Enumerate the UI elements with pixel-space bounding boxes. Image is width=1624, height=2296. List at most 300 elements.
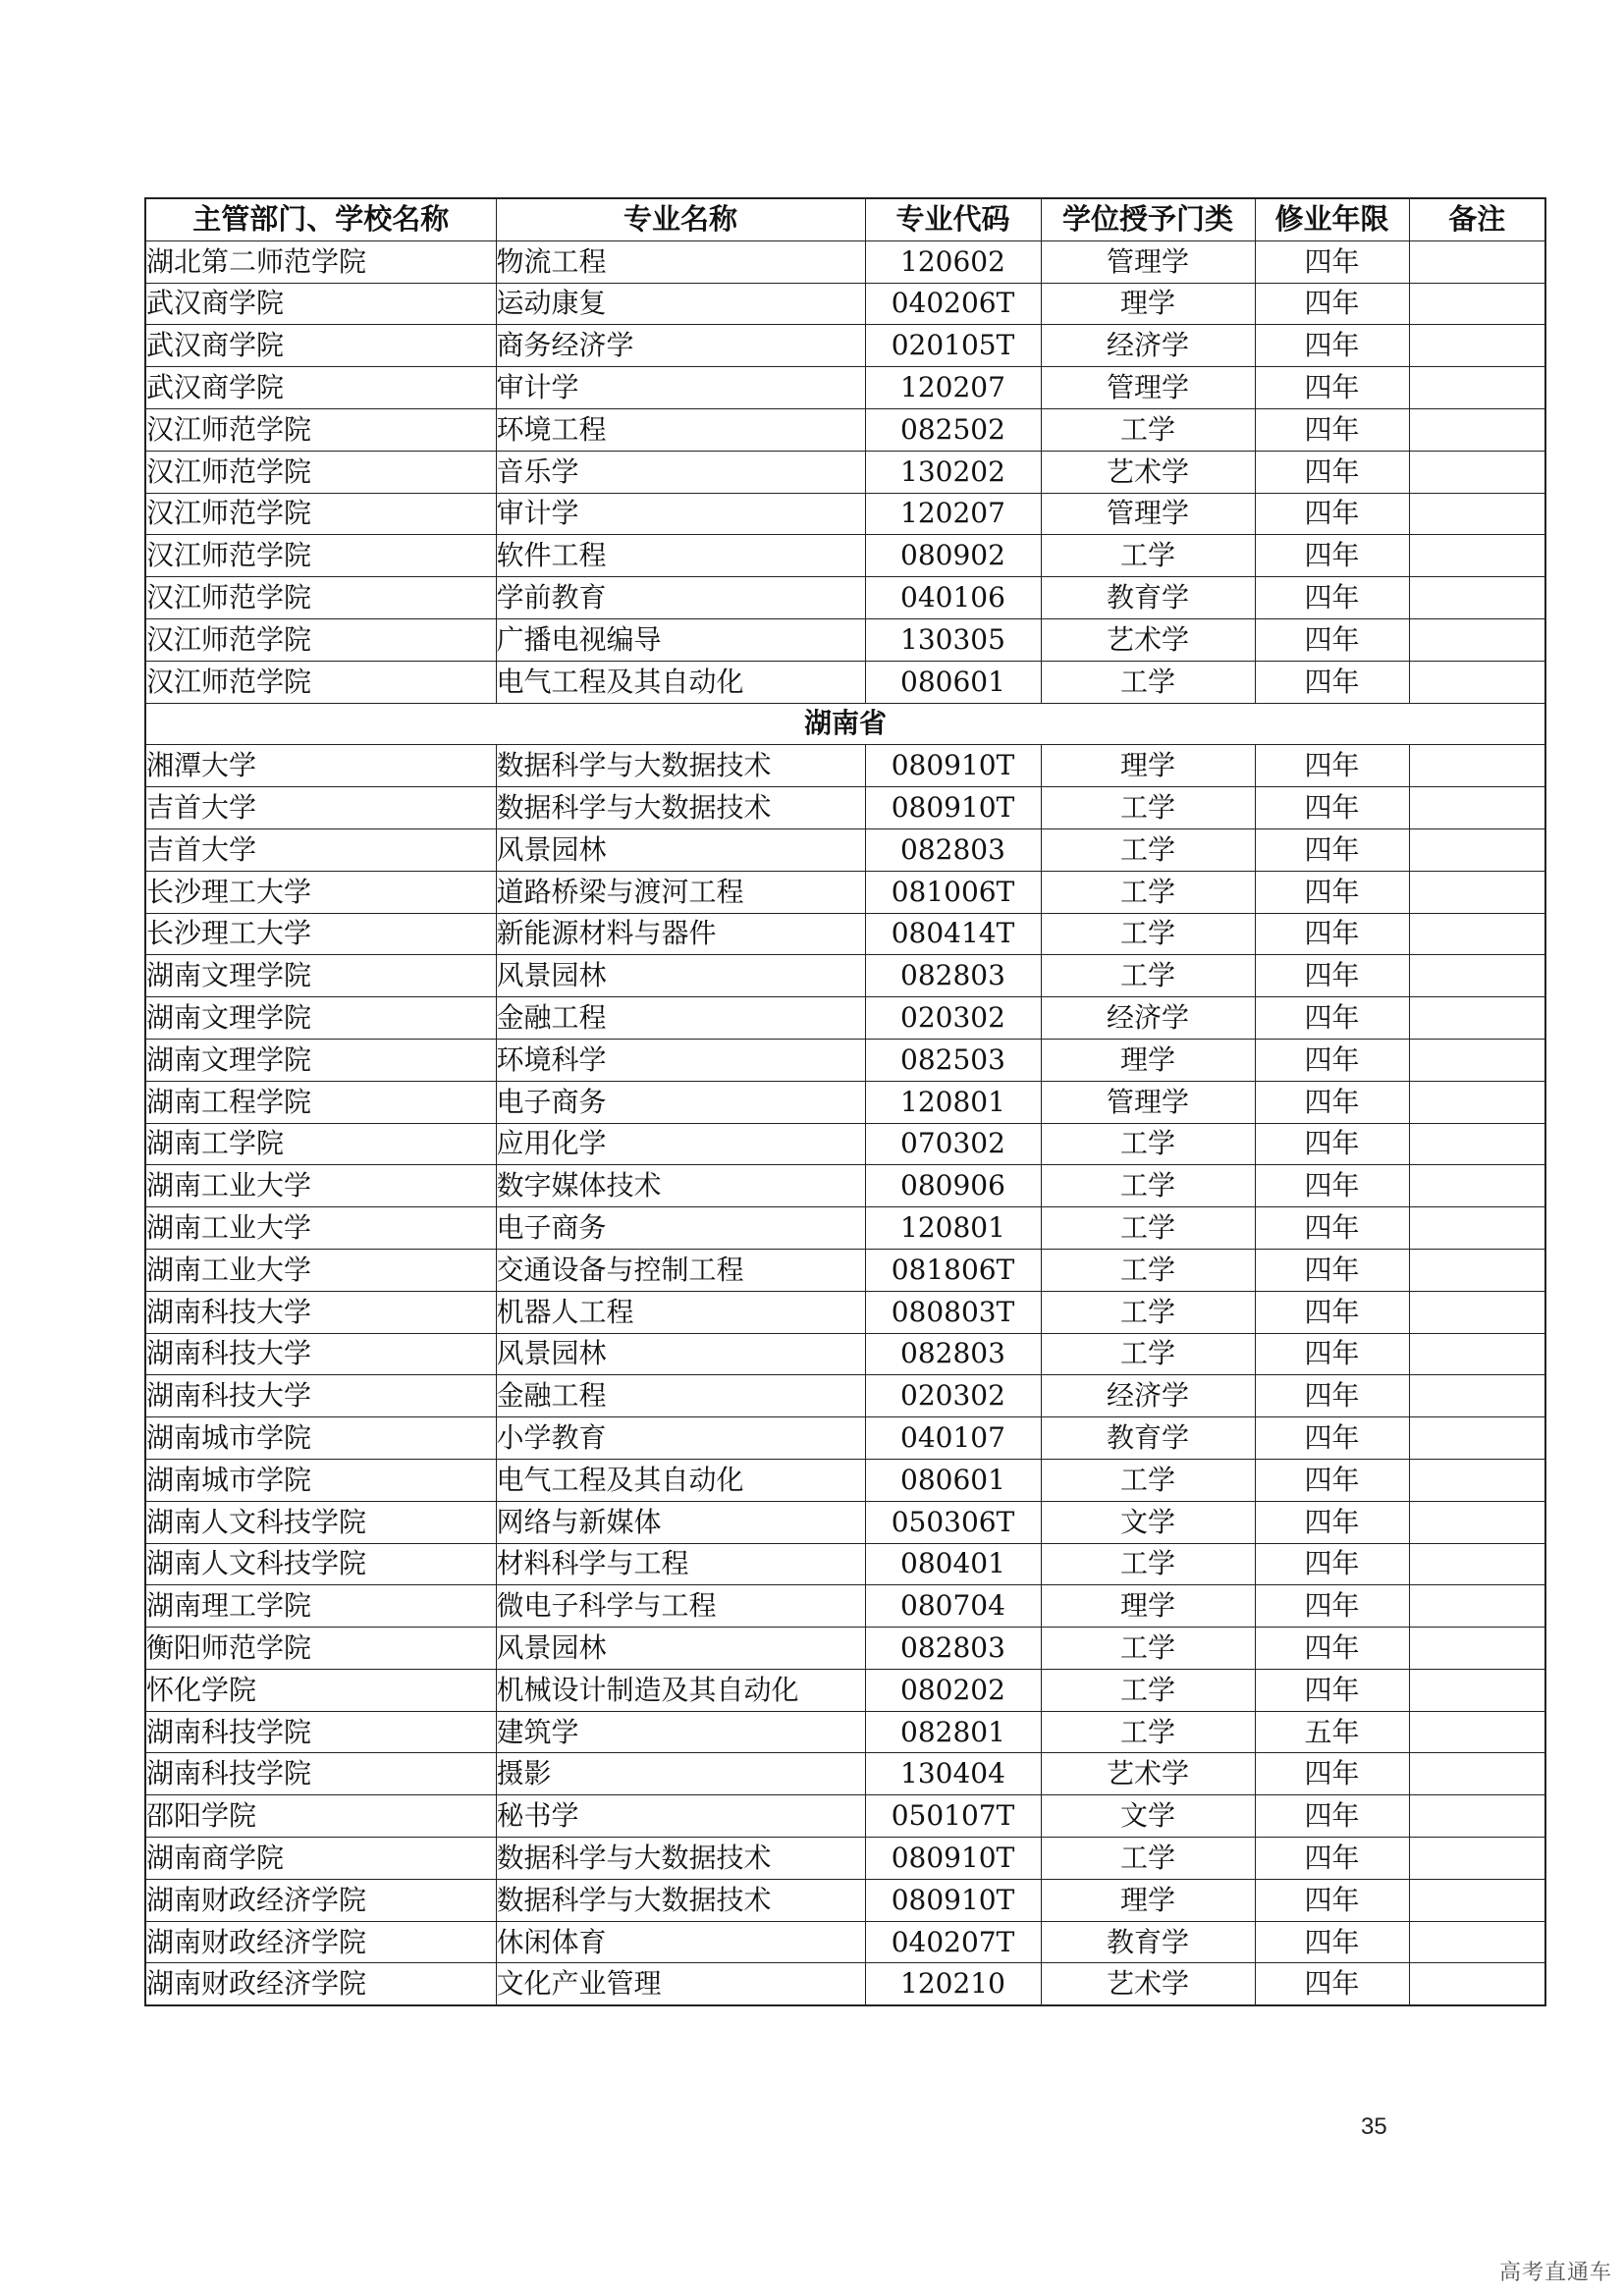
cell-note xyxy=(1409,1165,1545,1207)
cell-major: 环境工程 xyxy=(496,408,865,451)
watermark: 高考直通车 xyxy=(1498,2261,1612,2285)
cell-years: 四年 xyxy=(1255,787,1409,829)
cell-school: 汉江师范学院 xyxy=(145,535,496,577)
header-note: 备注 xyxy=(1409,198,1545,240)
cell-note xyxy=(1409,1879,1545,1921)
cell-major: 运动康复 xyxy=(496,283,865,325)
hubei-rows xyxy=(145,240,1545,703)
cell-years: 四年 xyxy=(1255,1543,1409,1585)
cell-years: 四年 xyxy=(1255,1669,1409,1711)
cell-years: 四年 xyxy=(1255,1249,1409,1291)
cell-note xyxy=(1409,1123,1545,1165)
table-row xyxy=(145,1795,1545,1838)
table-row xyxy=(145,828,1545,871)
cell-note xyxy=(1409,1039,1545,1081)
cell-code: 082803 xyxy=(865,828,1041,871)
cell-note xyxy=(1409,408,1545,451)
cell-school: 湖南科技大学 xyxy=(145,1375,496,1417)
cell-code: 080704 xyxy=(865,1585,1041,1628)
table-row xyxy=(145,1879,1545,1921)
cell-degree: 工学 xyxy=(1041,787,1255,829)
table-row xyxy=(145,451,1545,493)
table-row xyxy=(145,325,1545,367)
cell-degree: 工学 xyxy=(1041,1123,1255,1165)
cell-note xyxy=(1409,1417,1545,1460)
cell-note xyxy=(1409,1375,1545,1417)
cell-major: 电子商务 xyxy=(496,1207,865,1250)
cell-note xyxy=(1409,661,1545,703)
cell-note xyxy=(1409,1459,1545,1501)
cell-school: 湖南财政经济学院 xyxy=(145,1879,496,1921)
cell-years: 四年 xyxy=(1255,1838,1409,1880)
cell-code: 070302 xyxy=(865,1123,1041,1165)
cell-major: 微电子科学与工程 xyxy=(496,1585,865,1628)
cell-years: 四年 xyxy=(1255,1375,1409,1417)
cell-note xyxy=(1409,1333,1545,1375)
cell-note xyxy=(1409,1543,1545,1585)
cell-major: 数据科学与大数据技术 xyxy=(496,1838,865,1880)
cell-school: 湖南城市学院 xyxy=(145,1417,496,1460)
cell-school: 湖南科技大学 xyxy=(145,1333,496,1375)
cell-major: 网络与新媒体 xyxy=(496,1501,865,1543)
cell-code: 040107 xyxy=(865,1417,1041,1460)
cell-years: 四年 xyxy=(1255,283,1409,325)
cell-major: 商务经济学 xyxy=(496,325,865,367)
cell-code: 120207 xyxy=(865,493,1041,535)
cell-degree: 工学 xyxy=(1041,1291,1255,1333)
cell-years: 四年 xyxy=(1255,997,1409,1040)
cell-school: 吉首大学 xyxy=(145,787,496,829)
cell-school: 邵阳学院 xyxy=(145,1795,496,1838)
cell-degree: 工学 xyxy=(1041,1459,1255,1501)
cell-major: 电气工程及其自动化 xyxy=(496,1459,865,1501)
cell-code: 080902 xyxy=(865,535,1041,577)
cell-school: 湖南科技大学 xyxy=(145,1291,496,1333)
cell-school: 湖南工程学院 xyxy=(145,1081,496,1123)
header-row xyxy=(145,198,1545,240)
cell-years: 四年 xyxy=(1255,871,1409,913)
cell-degree: 管理学 xyxy=(1041,367,1255,409)
cell-note xyxy=(1409,1585,1545,1628)
cell-degree: 管理学 xyxy=(1041,1081,1255,1123)
cell-code: 040207T xyxy=(865,1921,1041,1963)
cell-code: 020302 xyxy=(865,997,1041,1040)
cell-years: 四年 xyxy=(1255,367,1409,409)
cell-major: 电子商务 xyxy=(496,1081,865,1123)
table-row xyxy=(145,997,1545,1040)
cell-years: 四年 xyxy=(1255,240,1409,283)
cell-school: 汉江师范学院 xyxy=(145,451,496,493)
cell-note xyxy=(1409,367,1545,409)
cell-note xyxy=(1409,451,1545,493)
province-row xyxy=(145,703,1545,745)
table-row xyxy=(145,787,1545,829)
cell-note xyxy=(1409,1628,1545,1670)
cell-code: 020105T xyxy=(865,325,1041,367)
cell-code: 082803 xyxy=(865,1628,1041,1670)
cell-note xyxy=(1409,828,1545,871)
cell-note xyxy=(1409,577,1545,619)
cell-code: 040106 xyxy=(865,577,1041,619)
cell-major: 审计学 xyxy=(496,367,865,409)
cell-code: 130404 xyxy=(865,1753,1041,1795)
cell-years: 四年 xyxy=(1255,325,1409,367)
cell-degree: 艺术学 xyxy=(1041,1753,1255,1795)
table-row xyxy=(145,661,1545,703)
cell-code: 082803 xyxy=(865,955,1041,997)
cell-years: 四年 xyxy=(1255,1879,1409,1921)
cell-degree: 教育学 xyxy=(1041,577,1255,619)
table-row xyxy=(145,1207,1545,1250)
cell-major: 秘书学 xyxy=(496,1795,865,1838)
cell-degree: 教育学 xyxy=(1041,1921,1255,1963)
cell-note xyxy=(1409,787,1545,829)
header-years: 修业年限 xyxy=(1255,198,1409,240)
cell-major: 建筑学 xyxy=(496,1711,865,1753)
table-row xyxy=(145,1753,1545,1795)
table-row xyxy=(145,871,1545,913)
cell-years: 四年 xyxy=(1255,1123,1409,1165)
cell-degree: 工学 xyxy=(1041,1333,1255,1375)
cell-code: 082803 xyxy=(865,1333,1041,1375)
cell-school: 湖南财政经济学院 xyxy=(145,1963,496,2005)
table-row xyxy=(145,408,1545,451)
cell-school: 武汉商学院 xyxy=(145,367,496,409)
cell-years: 四年 xyxy=(1255,1501,1409,1543)
cell-major: 应用化学 xyxy=(496,1123,865,1165)
cell-note xyxy=(1409,871,1545,913)
cell-major: 数据科学与大数据技术 xyxy=(496,745,865,787)
cell-degree: 工学 xyxy=(1041,913,1255,955)
cell-code: 050107T xyxy=(865,1795,1041,1838)
cell-school: 湘潭大学 xyxy=(145,745,496,787)
cell-years: 四年 xyxy=(1255,493,1409,535)
cell-code: 080414T xyxy=(865,913,1041,955)
cell-major: 摄影 xyxy=(496,1753,865,1795)
cell-major: 学前教育 xyxy=(496,577,865,619)
table-row xyxy=(145,283,1545,325)
cell-major: 小学教育 xyxy=(496,1417,865,1460)
cell-code: 120801 xyxy=(865,1081,1041,1123)
cell-school: 湖南文理学院 xyxy=(145,955,496,997)
cell-degree: 工学 xyxy=(1041,1711,1255,1753)
cell-degree: 理学 xyxy=(1041,1879,1255,1921)
cell-years: 四年 xyxy=(1255,1291,1409,1333)
table-row xyxy=(145,1669,1545,1711)
cell-major: 机械设计制造及其自动化 xyxy=(496,1669,865,1711)
table-row xyxy=(145,618,1545,661)
cell-note xyxy=(1409,1963,1545,2005)
table-row xyxy=(145,1838,1545,1880)
cell-note xyxy=(1409,1795,1545,1838)
cell-school: 湖南科技学院 xyxy=(145,1753,496,1795)
header-school: 主管部门、学校名称 xyxy=(145,198,496,240)
cell-note xyxy=(1409,997,1545,1040)
cell-years: 四年 xyxy=(1255,1753,1409,1795)
cell-years: 五年 xyxy=(1255,1711,1409,1753)
cell-note xyxy=(1409,1291,1545,1333)
cell-degree: 工学 xyxy=(1041,408,1255,451)
cell-years: 四年 xyxy=(1255,1585,1409,1628)
cell-years: 四年 xyxy=(1255,1963,1409,2005)
cell-code: 082801 xyxy=(865,1711,1041,1753)
cell-major: 风景园林 xyxy=(496,828,865,871)
cell-code: 020302 xyxy=(865,1375,1041,1417)
cell-school: 湖南商学院 xyxy=(145,1838,496,1880)
cell-school: 湖南文理学院 xyxy=(145,997,496,1040)
cell-note xyxy=(1409,745,1545,787)
header-degree: 学位授予门类 xyxy=(1041,198,1255,240)
table-row xyxy=(145,1459,1545,1501)
table-row xyxy=(145,493,1545,535)
cell-years: 四年 xyxy=(1255,1165,1409,1207)
cell-school: 武汉商学院 xyxy=(145,283,496,325)
cell-years: 四年 xyxy=(1255,1207,1409,1250)
cell-code: 080910T xyxy=(865,745,1041,787)
table-row xyxy=(145,1543,1545,1585)
table-row xyxy=(145,1585,1545,1628)
cell-degree: 艺术学 xyxy=(1041,451,1255,493)
cell-major: 数据科学与大数据技术 xyxy=(496,787,865,829)
table-row xyxy=(145,1963,1545,2005)
cell-note xyxy=(1409,325,1545,367)
cell-school: 湖南工学院 xyxy=(145,1123,496,1165)
cell-school: 湖南工业大学 xyxy=(145,1207,496,1250)
cell-degree: 工学 xyxy=(1041,955,1255,997)
cell-major: 新能源材料与器件 xyxy=(496,913,865,955)
cell-major: 金融工程 xyxy=(496,1375,865,1417)
cell-note xyxy=(1409,618,1545,661)
cell-degree: 文学 xyxy=(1041,1795,1255,1838)
cell-code: 120602 xyxy=(865,240,1041,283)
table-row xyxy=(145,535,1545,577)
cell-code: 080910T xyxy=(865,1879,1041,1921)
cell-major: 材料科学与工程 xyxy=(496,1543,865,1585)
majors-table xyxy=(144,197,1546,2006)
cell-major: 审计学 xyxy=(496,493,865,535)
table-row xyxy=(145,1417,1545,1460)
cell-note xyxy=(1409,240,1545,283)
cell-note xyxy=(1409,1207,1545,1250)
header-major: 专业名称 xyxy=(496,198,865,240)
cell-note xyxy=(1409,913,1545,955)
cell-school: 怀化学院 xyxy=(145,1669,496,1711)
cell-degree: 管理学 xyxy=(1041,240,1255,283)
cell-code: 080803T xyxy=(865,1291,1041,1333)
cell-major: 机器人工程 xyxy=(496,1291,865,1333)
cell-degree: 工学 xyxy=(1041,1669,1255,1711)
cell-degree: 经济学 xyxy=(1041,325,1255,367)
cell-years: 四年 xyxy=(1255,1417,1409,1460)
cell-degree: 理学 xyxy=(1041,1039,1255,1081)
cell-code: 080910T xyxy=(865,1838,1041,1880)
page-number: 35 xyxy=(1361,2113,1387,2140)
cell-years: 四年 xyxy=(1255,535,1409,577)
cell-major: 道路桥梁与渡河工程 xyxy=(496,871,865,913)
table-row xyxy=(145,1165,1545,1207)
cell-school: 汉江师范学院 xyxy=(145,661,496,703)
cell-code: 080906 xyxy=(865,1165,1041,1207)
table-row xyxy=(145,1039,1545,1081)
table-row xyxy=(145,577,1545,619)
cell-major: 软件工程 xyxy=(496,535,865,577)
cell-code: 040206T xyxy=(865,283,1041,325)
cell-code: 120207 xyxy=(865,367,1041,409)
cell-school: 湖南理工学院 xyxy=(145,1585,496,1628)
cell-code: 080910T xyxy=(865,787,1041,829)
table-row xyxy=(145,1711,1545,1753)
cell-school: 湖南科技学院 xyxy=(145,1711,496,1753)
cell-years: 四年 xyxy=(1255,1628,1409,1670)
cell-note xyxy=(1409,493,1545,535)
cell-degree: 经济学 xyxy=(1041,1375,1255,1417)
cell-school: 汉江师范学院 xyxy=(145,408,496,451)
cell-major: 风景园林 xyxy=(496,1628,865,1670)
cell-years: 四年 xyxy=(1255,828,1409,871)
cell-school: 汉江师范学院 xyxy=(145,493,496,535)
table-row xyxy=(145,240,1545,283)
cell-degree: 理学 xyxy=(1041,1585,1255,1628)
cell-years: 四年 xyxy=(1255,1795,1409,1838)
cell-years: 四年 xyxy=(1255,745,1409,787)
cell-code: 120210 xyxy=(865,1963,1041,2005)
cell-degree: 工学 xyxy=(1041,1207,1255,1250)
cell-code: 050306T xyxy=(865,1501,1041,1543)
cell-major: 文化产业管理 xyxy=(496,1963,865,2005)
cell-degree: 文学 xyxy=(1041,1501,1255,1543)
cell-major: 物流工程 xyxy=(496,240,865,283)
table-header xyxy=(145,198,1545,240)
cell-school: 长沙理工大学 xyxy=(145,871,496,913)
cell-school: 汉江师范学院 xyxy=(145,577,496,619)
cell-degree: 工学 xyxy=(1041,661,1255,703)
cell-school: 湖南人文科技学院 xyxy=(145,1543,496,1585)
cell-degree: 管理学 xyxy=(1041,493,1255,535)
cell-school: 汉江师范学院 xyxy=(145,618,496,661)
cell-years: 四年 xyxy=(1255,1921,1409,1963)
cell-note xyxy=(1409,535,1545,577)
cell-major: 风景园林 xyxy=(496,955,865,997)
hunan-rows xyxy=(145,745,1545,2005)
cell-school: 湖南工业大学 xyxy=(145,1249,496,1291)
cell-note xyxy=(1409,1669,1545,1711)
cell-years: 四年 xyxy=(1255,913,1409,955)
table-row xyxy=(145,1333,1545,1375)
cell-code: 080601 xyxy=(865,1459,1041,1501)
cell-degree: 工学 xyxy=(1041,871,1255,913)
cell-code: 080401 xyxy=(865,1543,1041,1585)
cell-note xyxy=(1409,1838,1545,1880)
cell-school: 湖南财政经济学院 xyxy=(145,1921,496,1963)
cell-major: 金融工程 xyxy=(496,997,865,1040)
cell-years: 四年 xyxy=(1255,955,1409,997)
cell-degree: 工学 xyxy=(1041,1165,1255,1207)
cell-code: 130202 xyxy=(865,451,1041,493)
cell-school: 吉首大学 xyxy=(145,828,496,871)
cell-major: 环境科学 xyxy=(496,1039,865,1081)
cell-school: 湖南人文科技学院 xyxy=(145,1501,496,1543)
cell-degree: 工学 xyxy=(1041,535,1255,577)
cell-degree: 理学 xyxy=(1041,745,1255,787)
cell-major: 交通设备与控制工程 xyxy=(496,1249,865,1291)
cell-code: 081006T xyxy=(865,871,1041,913)
cell-code: 080202 xyxy=(865,1669,1041,1711)
cell-degree: 工学 xyxy=(1041,1628,1255,1670)
province-section xyxy=(145,703,1545,745)
table-row xyxy=(145,955,1545,997)
table-row xyxy=(145,1123,1545,1165)
cell-school: 湖南城市学院 xyxy=(145,1459,496,1501)
cell-school: 湖南工业大学 xyxy=(145,1165,496,1207)
table-row xyxy=(145,1249,1545,1291)
cell-note xyxy=(1409,1921,1545,1963)
cell-years: 四年 xyxy=(1255,408,1409,451)
table-row xyxy=(145,1628,1545,1670)
cell-years: 四年 xyxy=(1255,618,1409,661)
cell-school: 长沙理工大学 xyxy=(145,913,496,955)
cell-degree: 教育学 xyxy=(1041,1417,1255,1460)
cell-major: 休闲体育 xyxy=(496,1921,865,1963)
cell-school: 湖北第二师范学院 xyxy=(145,240,496,283)
table-row xyxy=(145,367,1545,409)
cell-years: 四年 xyxy=(1255,451,1409,493)
cell-degree: 艺术学 xyxy=(1041,1963,1255,2005)
cell-major: 电气工程及其自动化 xyxy=(496,661,865,703)
cell-degree: 工学 xyxy=(1041,828,1255,871)
cell-major: 音乐学 xyxy=(496,451,865,493)
cell-years: 四年 xyxy=(1255,1333,1409,1375)
cell-school: 武汉商学院 xyxy=(145,325,496,367)
cell-note xyxy=(1409,283,1545,325)
cell-school: 衡阳师范学院 xyxy=(145,1628,496,1670)
province-heading: 湖南省 xyxy=(145,703,1545,745)
cell-note xyxy=(1409,1711,1545,1753)
table-row xyxy=(145,745,1545,787)
cell-degree: 艺术学 xyxy=(1041,618,1255,661)
cell-years: 四年 xyxy=(1255,577,1409,619)
cell-code: 130305 xyxy=(865,618,1041,661)
cell-note xyxy=(1409,955,1545,997)
cell-years: 四年 xyxy=(1255,1459,1409,1501)
cell-major: 风景园林 xyxy=(496,1333,865,1375)
table-row xyxy=(145,1375,1545,1417)
table-row xyxy=(145,1921,1545,1963)
cell-degree: 工学 xyxy=(1041,1249,1255,1291)
table-row xyxy=(145,1081,1545,1123)
table-row xyxy=(145,1501,1545,1543)
cell-years: 四年 xyxy=(1255,1039,1409,1081)
table-row xyxy=(145,913,1545,955)
cell-note xyxy=(1409,1249,1545,1291)
cell-code: 082502 xyxy=(865,408,1041,451)
cell-code: 080601 xyxy=(865,661,1041,703)
cell-degree: 理学 xyxy=(1041,283,1255,325)
cell-major: 数据科学与大数据技术 xyxy=(496,1879,865,1921)
cell-degree: 经济学 xyxy=(1041,997,1255,1040)
cell-code: 081806T xyxy=(865,1249,1041,1291)
cell-years: 四年 xyxy=(1255,661,1409,703)
cell-years: 四年 xyxy=(1255,1081,1409,1123)
cell-note xyxy=(1409,1081,1545,1123)
cell-school: 湖南文理学院 xyxy=(145,1039,496,1081)
cell-code: 120801 xyxy=(865,1207,1041,1250)
cell-major: 数字媒体技术 xyxy=(496,1165,865,1207)
cell-degree: 工学 xyxy=(1041,1838,1255,1880)
cell-degree: 工学 xyxy=(1041,1543,1255,1585)
cell-note xyxy=(1409,1501,1545,1543)
cell-note xyxy=(1409,1753,1545,1795)
cell-code: 082503 xyxy=(865,1039,1041,1081)
